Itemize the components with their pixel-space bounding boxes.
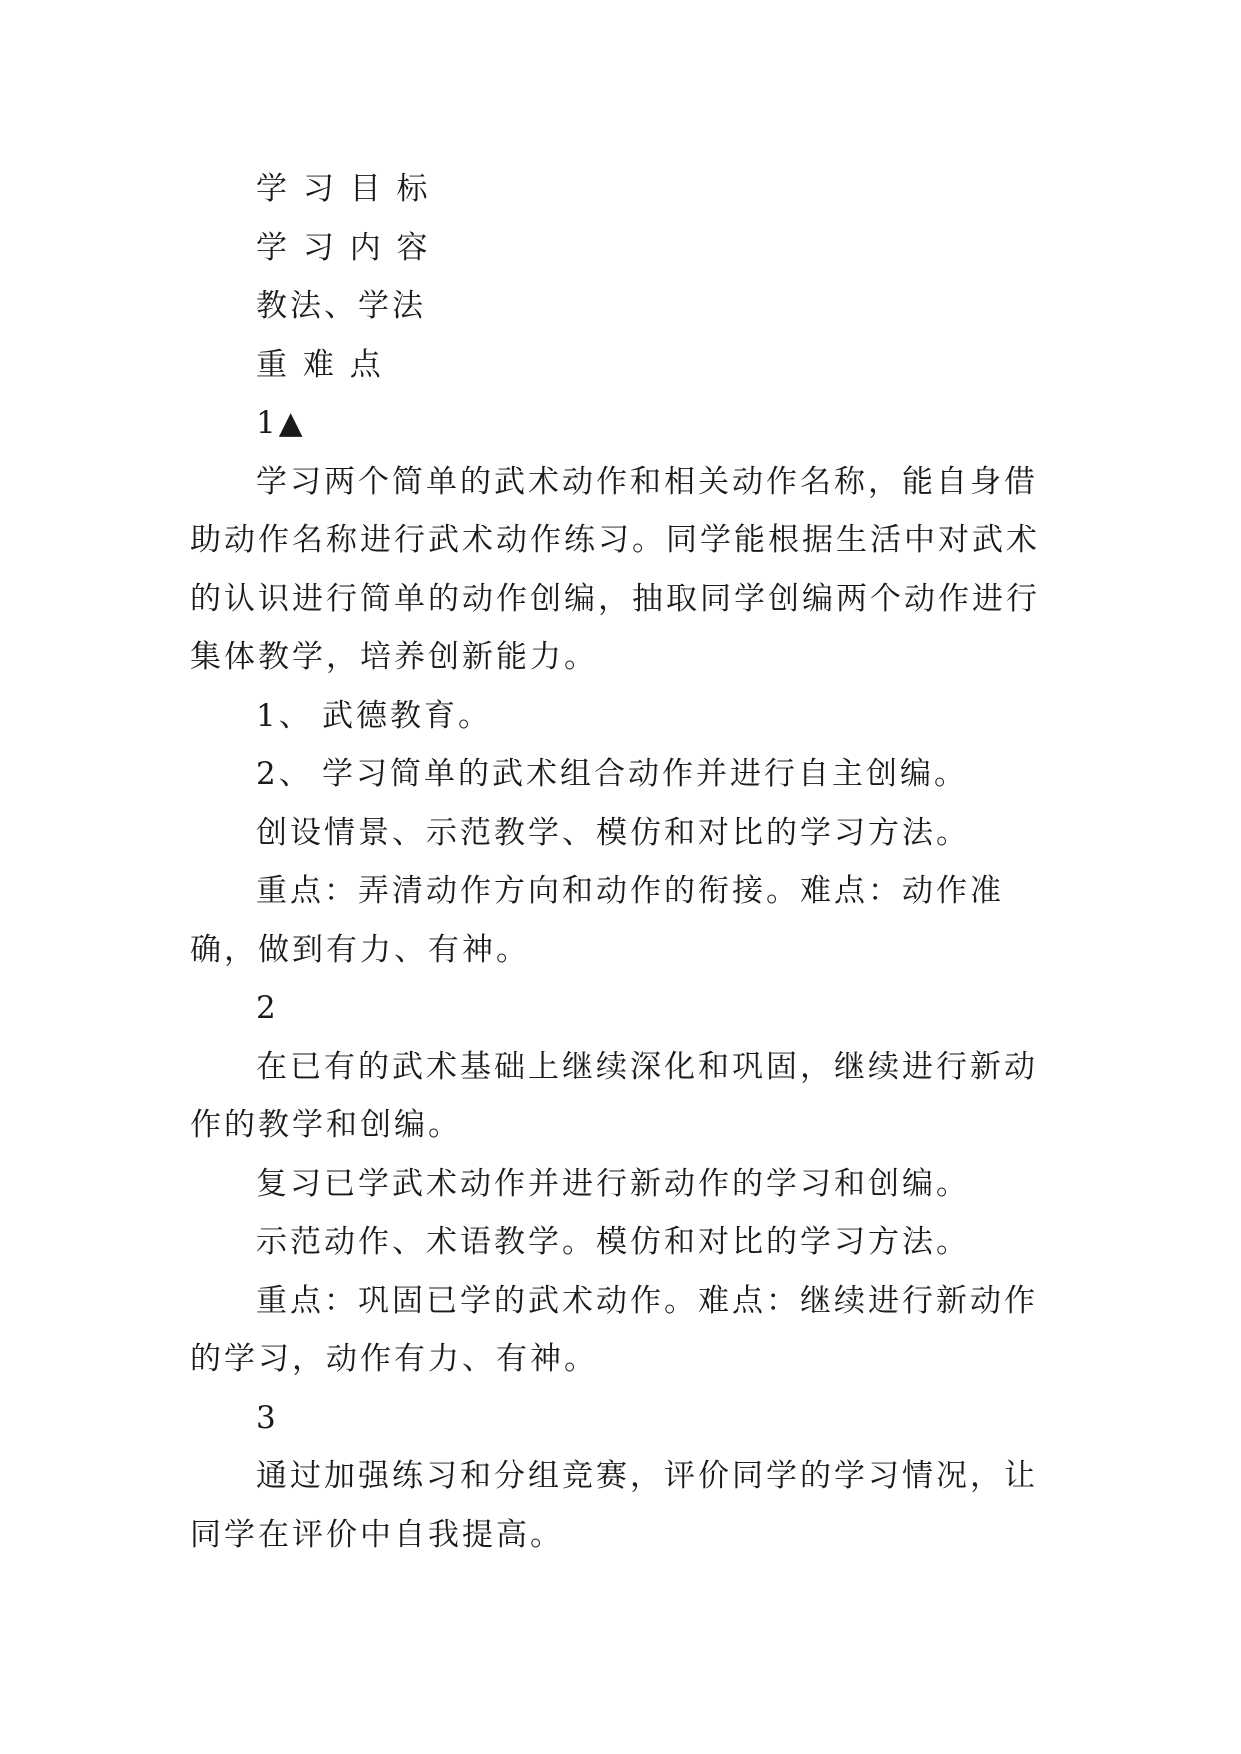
document-body xyxy=(190,160,1060,1564)
lesson-1-content-item-1 xyxy=(190,687,1060,746)
lesson-1-content-item-2 xyxy=(190,745,1060,804)
lesson-2-content: 复习已学武术动作并进行新动作的学习和创编。 xyxy=(256,1165,970,1202)
heading-learning-content: 学 习 内 容 xyxy=(256,229,431,266)
list-number: 2、 xyxy=(256,756,313,792)
lesson-1-difficulty: 重点：弄清动作方向和动作的衔接。难点：动作准确，做到有力、有神。 xyxy=(190,873,1004,968)
lesson-3-goal: 通过加强练习和分组竞赛，评价同学的学习情况，让同学在评价中自我提高。 xyxy=(190,1458,1038,1553)
lesson-1-goal: 学习两个简单的武术动作和相关动作名称，能自身借助动作名称进行武术动作练习。同学能根据生活中对武术的认识进行简单的动作创编，抽取同学创编两个动作进行集体教学，培养创新能力。 xyxy=(190,463,1040,675)
lesson-2-number: 2 xyxy=(256,990,279,1026)
list-text: 武德教育。 xyxy=(322,697,492,734)
lesson-1-method: 创设情景、示范教学、模仿和对比的学习方法。 xyxy=(256,814,970,851)
lesson-2-method: 示范动作、术语教学。模仿和对比的学习方法。 xyxy=(256,1224,970,1260)
list-text: 学习简单的武术组合动作并进行自主创编。 xyxy=(322,756,968,792)
list-number: 1、 xyxy=(256,697,313,734)
lesson-3-number: 3 xyxy=(256,1399,279,1436)
lesson-2-difficulty: 重点：巩固已学的武术动作。难点：继续进行新动作的学习，动作有力、有神。 xyxy=(190,1282,1038,1377)
lesson-1-number: 1▲ xyxy=(256,405,306,441)
heading-teaching-method: 教法、学法 xyxy=(256,288,426,324)
heading-learning-goal: 学 习 目 标 xyxy=(256,171,431,207)
heading-key-difficulty: 重 难 点 xyxy=(256,346,384,383)
lesson-2-goal: 在已有的武术基础上继续深化和巩固，继续进行新动作的教学和创编。 xyxy=(190,1048,1038,1143)
